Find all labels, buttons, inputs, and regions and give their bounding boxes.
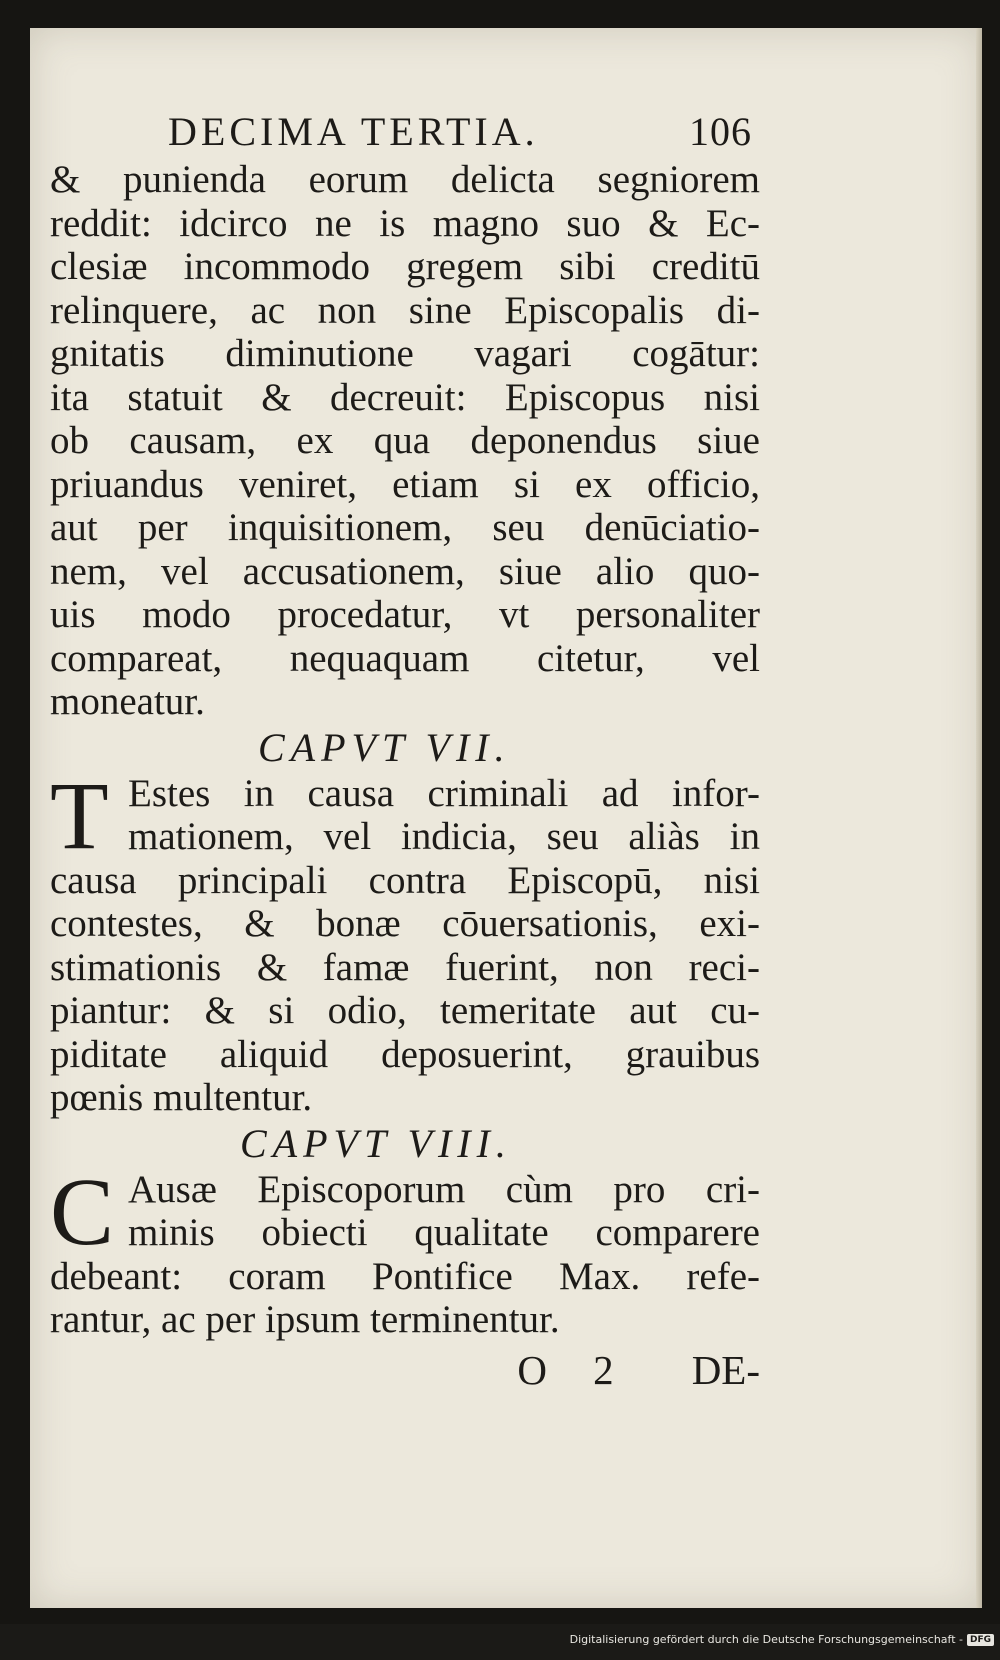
text-line: piditate aliquid deposuerint, grauibus	[50, 1032, 760, 1076]
text-line: minis obiecti qualitate comparere	[128, 1211, 760, 1254]
text-line: ob causam, ex qua deponendus siue	[50, 419, 760, 462]
text-line: piantur: & si odio, temeritate aut cu-	[50, 989, 760, 1032]
text-line: pœnis multentur.	[50, 1076, 313, 1119]
text-line: contestes, & bonæ cōuersationis, exi-	[50, 902, 760, 945]
page-number: 106	[689, 109, 752, 154]
text-line: compareat, nequaquam citetur, vel	[50, 636, 760, 680]
text-line: causa principali contra Episcopū, nisi	[50, 858, 760, 902]
text-line: reddit: idcirco ne is magno suo & Ec-	[50, 201, 760, 245]
opening-paragraph	[50, 158, 760, 724]
text-line: & punienda eorum delicta segniorem	[50, 158, 760, 201]
text-line: debeant: coram Pontifice Max. refe-	[50, 1254, 760, 1298]
text-line: relinquere, ac non sine Episcopalis di-	[50, 288, 760, 332]
credit-text: Digitalisierung gefördert durch die Deutsche Forschungsgemeinschaft -	[569, 1633, 963, 1646]
running-head	[50, 108, 760, 158]
digitization-credit	[570, 1633, 994, 1646]
text-line: aut per inquisitionem, seu denūciatio-	[50, 506, 760, 549]
catchword: DE-	[691, 1346, 760, 1393]
text-line: Estes in causa criminali ad infor-	[128, 771, 760, 815]
chapter-vii-paragraph	[50, 761, 760, 1120]
text-line: ita statuit & decreuit: Episcopus nisi	[50, 375, 760, 419]
running-head-title: DECIMA TERTIA.	[168, 109, 539, 154]
text-line: Ausæ Episcoporum cùm pro cri-	[128, 1167, 760, 1211]
chapter-heading: CAPVT VII.	[258, 724, 511, 770]
text-line: gnitatis diminutione vagari cogātur:	[50, 332, 760, 375]
text-line: nem, vel accusationem, siue alio quo-	[50, 549, 760, 593]
drop-cap: C	[50, 1157, 115, 1265]
text-block	[50, 108, 760, 1394]
signature-mark: O 2	[517, 1346, 632, 1393]
text-line: stimationis & famæ fuerint, non reci-	[50, 945, 760, 989]
text-line: rantur, ac per ipsum terminentur.	[50, 1298, 560, 1341]
catchwords-line	[50, 1346, 760, 1394]
chapter-heading: CAPVT VIII.	[240, 1120, 512, 1166]
chapter-viii-paragraph	[50, 1157, 760, 1342]
book-page	[30, 28, 982, 1608]
drop-cap: T	[50, 761, 109, 869]
dfg-logo: DFG	[967, 1634, 994, 1646]
text-line: mationem, vel indicia, seu aliàs in	[128, 815, 760, 858]
text-line: uis modo procedatur, vt personaliter	[50, 593, 760, 636]
text-line: clesiæ incommodo gregem sibi creditū	[50, 245, 760, 288]
text-line: priuandus veniret, etiam si ex officio,	[50, 462, 760, 506]
text-line: moneatur.	[50, 680, 205, 723]
page-edge	[976, 28, 982, 1608]
